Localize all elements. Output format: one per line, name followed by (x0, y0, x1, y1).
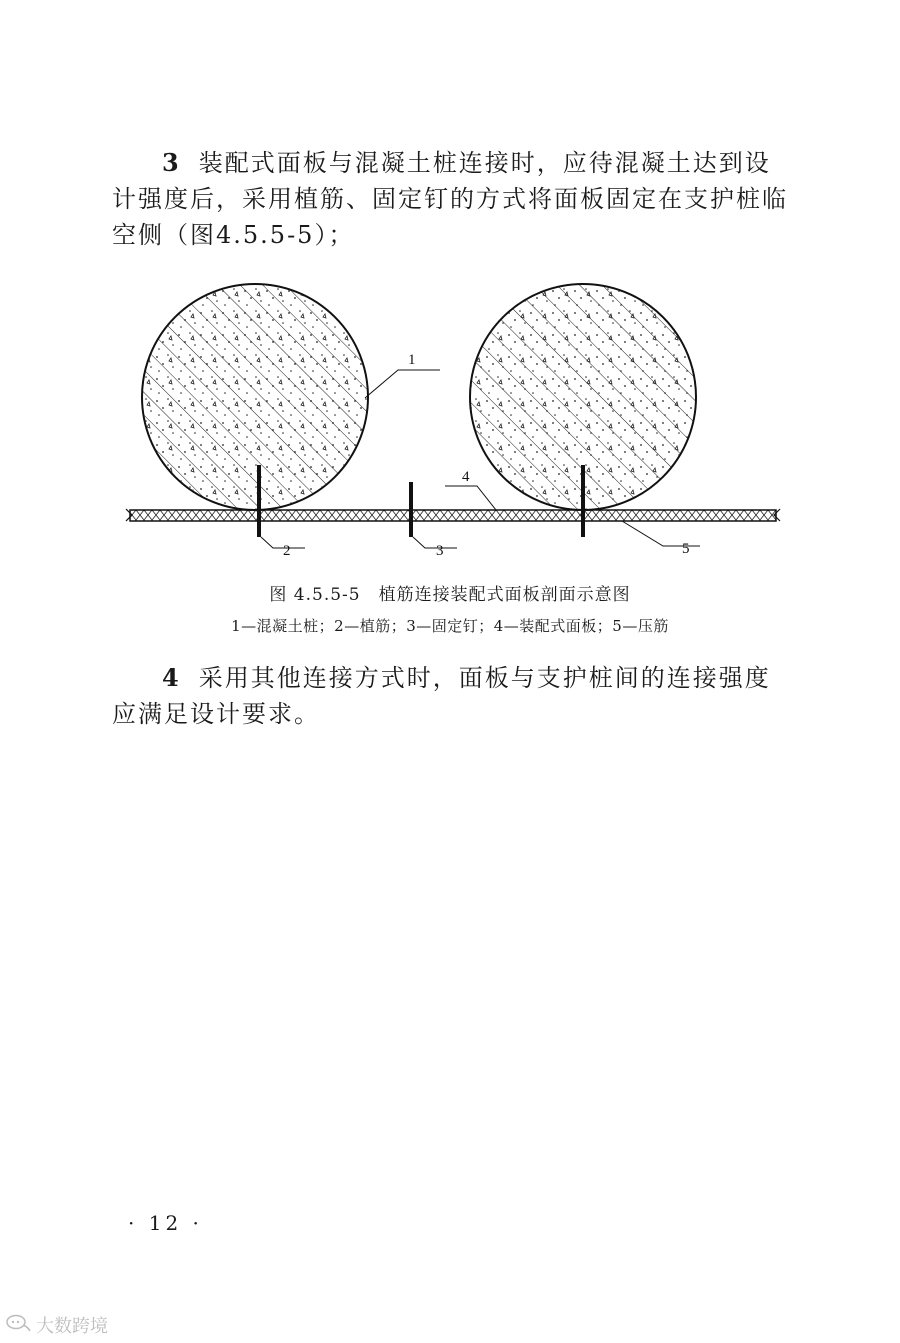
page-number: · 12 · (128, 1211, 203, 1235)
figure-legend: 1—混凝土桩；2—植筋；3—固定钉；4—装配式面板；5—压筋 (231, 617, 669, 635)
clause-3-number: 3 (162, 148, 181, 177)
callout-3: 3 (436, 543, 444, 558)
figure-caption: 图 4.5.5-5 植筋连接装配式面板剖面示意图 (269, 585, 631, 605)
chat-bubble-logo-icon (6, 1314, 32, 1337)
section-diagram (120, 268, 790, 562)
planted-rebar-left (257, 465, 261, 537)
callout-2: 2 (283, 543, 291, 558)
clause-4-text: 采用其他连接方式时，面板与支护桩间的连接强度应满足设计要求。 (112, 664, 771, 728)
concrete-pile-left (142, 284, 368, 510)
prefabricated-panel (126, 509, 780, 521)
clause-4 (112, 660, 792, 732)
fixing-nail (409, 482, 413, 537)
clause-3-text: 装配式面板与混凝土桩连接时，应待混凝土达到设计强度后，采用植筋、固定钉的方式将面板固定在支护桩临空侧（图4.5.5-5）； (112, 149, 788, 249)
watermark (6, 1312, 108, 1338)
watermark-text: 大数跨境 (36, 1316, 108, 1337)
callout-5: 5 (682, 541, 690, 557)
clause-3 (112, 145, 792, 253)
clause-4-number: 4 (162, 663, 181, 692)
callout-4: 4 (462, 469, 470, 485)
planted-rebar-right (581, 465, 585, 537)
callout-1: 1 (408, 352, 416, 368)
